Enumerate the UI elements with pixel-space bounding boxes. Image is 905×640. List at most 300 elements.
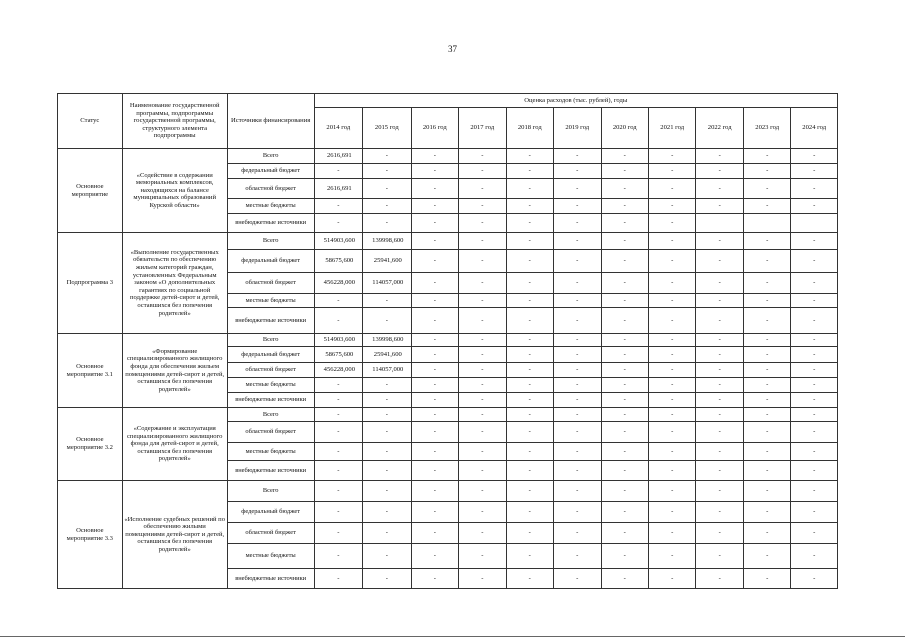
value-year-cell: - (554, 408, 601, 422)
funding-source-cell: Всего (227, 334, 314, 347)
value-year-cell: - (554, 164, 601, 179)
value-year-cell: - (743, 149, 790, 164)
value-year-cell: - (601, 378, 648, 393)
value-year-cell: - (648, 199, 695, 214)
table-row (58, 233, 838, 250)
value-year-cell: - (459, 334, 506, 347)
funding-source-cell: областной бюджет (227, 422, 314, 443)
funding-source-cell: областной бюджет (227, 363, 314, 378)
value-year-cell: - (411, 199, 458, 214)
value-year-cell: - (696, 481, 743, 502)
value-2014-cell: - (314, 393, 362, 408)
value-year-cell: - (554, 214, 601, 233)
value-year-cell: - (696, 443, 743, 461)
value-year-cell: - (601, 214, 648, 233)
value-year-cell: - (601, 481, 648, 502)
value-year-cell: - (411, 393, 458, 408)
value-year-cell: - (743, 179, 790, 199)
funding-source-cell: Всего (227, 233, 314, 250)
value-year-cell: - (791, 250, 838, 273)
value-year-cell: - (506, 461, 553, 481)
value-year-cell: - (506, 378, 553, 393)
value-year-cell: - (743, 393, 790, 408)
value-year-cell: - (648, 393, 695, 408)
value-year-cell: - (411, 523, 458, 544)
value-2014-cell: - (314, 214, 362, 233)
value-year-cell: - (506, 443, 553, 461)
status-cell: Основное мероприятие 3.2 (58, 408, 123, 481)
value-year-cell: - (601, 408, 648, 422)
value-year-cell: - (696, 363, 743, 378)
value-year-cell: - (459, 214, 506, 233)
value-year-cell: - (459, 164, 506, 179)
value-year-cell: - (506, 233, 553, 250)
value-year-cell: - (743, 408, 790, 422)
funding-source-cell: местные бюджеты (227, 294, 314, 308)
value-year-cell: - (459, 273, 506, 294)
status-cell: Основное мероприятие 3.1 (58, 334, 123, 408)
program-name-cell: «Формирование специализированного жилищного фонда для обеспечения жильем помещениями детей-сирот и детей, оставшихся без попечения родителей» (122, 334, 227, 408)
funding-source-cell: федеральный бюджет (227, 250, 314, 273)
value-year-cell: - (506, 308, 553, 334)
value-year-cell: - (791, 422, 838, 443)
value-year-cell: - (648, 378, 695, 393)
value-year-cell: - (601, 422, 648, 443)
funding-source-cell: местные бюджеты (227, 199, 314, 214)
value-year-cell: - (791, 502, 838, 523)
value-year-cell: - (459, 347, 506, 363)
status-cell: Основное мероприятие 3.3 (58, 481, 123, 589)
header-year: 2016 год (411, 108, 458, 149)
status-cell: Подпрограмма 3 (58, 233, 123, 334)
value-2015-cell: - (363, 164, 411, 179)
value-2015-cell: 139998,600 (363, 334, 411, 347)
funding-source-cell: внебюджетные источники (227, 214, 314, 233)
value-2014-cell: - (314, 569, 362, 589)
value-year-cell: - (696, 179, 743, 199)
value-2015-cell: 114057,000 (363, 363, 411, 378)
value-year-cell: - (743, 569, 790, 589)
value-year-cell: - (601, 149, 648, 164)
value-year-cell: - (696, 334, 743, 347)
value-2015-cell: 25941,600 (363, 347, 411, 363)
value-year-cell: - (506, 393, 553, 408)
value-year-cell: - (601, 294, 648, 308)
table-body (58, 149, 838, 589)
value-year-cell: - (554, 347, 601, 363)
value-year-cell: - (554, 523, 601, 544)
value-year-cell: - (459, 443, 506, 461)
value-year-cell: - (791, 363, 838, 378)
funding-source-cell: внебюджетные источники (227, 393, 314, 408)
value-year-cell: - (648, 523, 695, 544)
value-year-cell: - (696, 422, 743, 443)
value-year-cell: - (696, 233, 743, 250)
funding-source-cell: Всего (227, 149, 314, 164)
value-year-cell: - (601, 523, 648, 544)
value-2015-cell: - (363, 422, 411, 443)
value-year-cell: - (791, 523, 838, 544)
funding-source-cell: местные бюджеты (227, 443, 314, 461)
value-2014-cell: 58675,600 (314, 347, 362, 363)
value-year-cell: - (411, 179, 458, 199)
value-year-cell: - (743, 502, 790, 523)
value-2015-cell: - (363, 214, 411, 233)
table-row (58, 334, 838, 347)
value-2014-cell: 58675,600 (314, 250, 362, 273)
value-year-cell: - (554, 149, 601, 164)
value-year-cell: - (411, 273, 458, 294)
header-year: 2021 год (648, 108, 695, 149)
value-2014-cell: - (314, 502, 362, 523)
value-year-cell: - (411, 502, 458, 523)
funding-source-cell: областной бюджет (227, 273, 314, 294)
status-cell: Основное мероприятие (58, 149, 123, 233)
value-2015-cell: 25941,600 (363, 250, 411, 273)
value-2015-cell: - (363, 569, 411, 589)
value-year-cell: - (791, 164, 838, 179)
value-year-cell: - (696, 347, 743, 363)
value-year-cell: - (411, 233, 458, 250)
value-year-cell: - (601, 179, 648, 199)
value-year-cell: - (696, 250, 743, 273)
value-year-cell: - (648, 422, 695, 443)
value-year-cell: - (459, 422, 506, 443)
header-year: 2017 год (459, 108, 506, 149)
header-year: 2014 год (314, 108, 362, 149)
value-year-cell: - (743, 334, 790, 347)
value-year-cell: - (791, 408, 838, 422)
value-year-cell (696, 214, 743, 233)
value-year-cell: - (601, 347, 648, 363)
value-year-cell: - (696, 461, 743, 481)
value-2015-cell: - (363, 308, 411, 334)
value-year-cell: - (743, 461, 790, 481)
value-year-cell: - (506, 164, 553, 179)
value-year-cell: - (554, 393, 601, 408)
value-year-cell: - (601, 233, 648, 250)
value-year-cell: - (791, 393, 838, 408)
value-year-cell: - (791, 273, 838, 294)
value-year-cell: - (743, 422, 790, 443)
value-2014-cell: - (314, 378, 362, 393)
value-2015-cell: - (363, 294, 411, 308)
value-year-cell: - (459, 523, 506, 544)
value-2014-cell: 456228,000 (314, 363, 362, 378)
value-year-cell: - (506, 347, 553, 363)
value-2014-cell: - (314, 308, 362, 334)
value-year-cell: - (459, 544, 506, 569)
value-year-cell: - (696, 294, 743, 308)
value-year-cell: - (459, 502, 506, 523)
value-year-cell: - (601, 164, 648, 179)
funding-source-cell: внебюджетные источники (227, 569, 314, 589)
value-year-cell: - (506, 199, 553, 214)
value-year-cell: - (601, 393, 648, 408)
value-year-cell: - (459, 461, 506, 481)
value-year-cell: - (696, 273, 743, 294)
program-name-cell: «Выполнение государственных обязательств по обеспечению жильем категорий граждан, установленных Федеральным законом «О дополнительных гарантиях по социальной поддержке детей-сирот и детей, оставшихся без попечения родителей» (122, 233, 227, 334)
value-year-cell: - (601, 502, 648, 523)
value-year-cell: - (743, 164, 790, 179)
value-2015-cell: - (363, 461, 411, 481)
value-year-cell: - (459, 179, 506, 199)
program-name-cell: «Исполнение судебных решений по обеспечению жилыми помещениями детей-сирот и детей, оставшихся без попечения родителей» (122, 481, 227, 589)
value-2015-cell: - (363, 443, 411, 461)
value-year-cell: - (743, 294, 790, 308)
table-row (58, 408, 838, 422)
value-2014-cell: - (314, 199, 362, 214)
value-2014-cell: - (314, 461, 362, 481)
value-year-cell: - (411, 250, 458, 273)
value-year-cell: - (696, 199, 743, 214)
value-year-cell: - (411, 294, 458, 308)
value-2015-cell: - (363, 502, 411, 523)
value-year-cell (743, 214, 790, 233)
value-year-cell: - (459, 569, 506, 589)
value-year-cell: - (696, 544, 743, 569)
value-year-cell: - (743, 273, 790, 294)
value-year-cell: - (648, 461, 695, 481)
value-year-cell: - (554, 422, 601, 443)
table-row (58, 481, 838, 502)
table-row (58, 149, 838, 164)
funding-source-cell: областной бюджет (227, 523, 314, 544)
value-year-cell: - (648, 363, 695, 378)
value-year-cell: - (459, 199, 506, 214)
value-year-cell: - (648, 481, 695, 502)
value-year-cell: - (791, 199, 838, 214)
value-2014-cell: - (314, 408, 362, 422)
value-year-cell: - (648, 334, 695, 347)
value-year-cell: - (411, 308, 458, 334)
value-year-cell: - (791, 481, 838, 502)
value-2014-cell: - (314, 481, 362, 502)
value-year-cell: - (648, 149, 695, 164)
header-year: 2019 год (554, 108, 601, 149)
funding-source-cell: федеральный бюджет (227, 347, 314, 363)
value-2014-cell: 2616,691 (314, 149, 362, 164)
value-year-cell: - (506, 179, 553, 199)
value-year-cell: - (506, 481, 553, 502)
value-2014-cell: 514903,600 (314, 334, 362, 347)
value-year-cell: - (459, 149, 506, 164)
value-year-cell: - (506, 294, 553, 308)
funding-source-cell: федеральный бюджет (227, 502, 314, 523)
value-year-cell: - (791, 179, 838, 199)
funding-source-cell: внебюджетные источники (227, 461, 314, 481)
header-year: 2023 год (743, 108, 790, 149)
value-year-cell: - (411, 422, 458, 443)
value-year-cell: - (411, 408, 458, 422)
value-year-cell: - (554, 569, 601, 589)
value-year-cell: - (791, 233, 838, 250)
value-year-cell: - (554, 294, 601, 308)
value-year-cell: - (743, 347, 790, 363)
value-year-cell: - (554, 273, 601, 294)
value-year-cell: - (743, 378, 790, 393)
value-year-cell: - (459, 378, 506, 393)
value-year-cell: - (601, 461, 648, 481)
value-2014-cell: - (314, 422, 362, 443)
value-2015-cell: - (363, 544, 411, 569)
value-year-cell: - (601, 308, 648, 334)
value-2015-cell: - (363, 149, 411, 164)
value-year-cell: - (554, 461, 601, 481)
value-year-cell: - (601, 544, 648, 569)
funding-source-cell: местные бюджеты (227, 544, 314, 569)
value-year-cell: - (791, 294, 838, 308)
value-year-cell: - (506, 523, 553, 544)
header-year: 2018 год (506, 108, 553, 149)
budget-table (57, 93, 838, 589)
funding-source-cell: Всего (227, 408, 314, 422)
value-2014-cell: - (314, 164, 362, 179)
value-year-cell: - (743, 523, 790, 544)
funding-source-cell: местные бюджеты (227, 378, 314, 393)
header-year: 2024 год (791, 108, 838, 149)
value-year-cell: - (506, 544, 553, 569)
value-year-cell: - (411, 214, 458, 233)
value-year-cell: - (743, 544, 790, 569)
value-year-cell: - (459, 393, 506, 408)
value-year-cell: - (791, 334, 838, 347)
value-year-cell: - (601, 273, 648, 294)
value-2015-cell: - (363, 179, 411, 199)
value-year-cell: - (554, 233, 601, 250)
value-2014-cell: - (314, 443, 362, 461)
value-2015-cell: - (363, 408, 411, 422)
value-year-cell: - (506, 569, 553, 589)
value-year-cell: - (554, 502, 601, 523)
value-year-cell: - (554, 378, 601, 393)
value-year-cell: - (506, 334, 553, 347)
value-year-cell: - (791, 149, 838, 164)
value-year-cell: - (506, 422, 553, 443)
value-year-cell: - (696, 308, 743, 334)
value-year-cell: - (411, 481, 458, 502)
value-2015-cell: - (363, 523, 411, 544)
value-year-cell: - (506, 502, 553, 523)
value-year-cell: - (411, 443, 458, 461)
value-year-cell: - (648, 308, 695, 334)
value-year-cell: - (648, 233, 695, 250)
funding-source-cell: областной бюджет (227, 179, 314, 199)
value-year-cell: - (696, 502, 743, 523)
value-year-cell: - (411, 363, 458, 378)
value-year-cell: - (791, 443, 838, 461)
page-bottom-line (0, 636, 905, 637)
value-year-cell: - (648, 347, 695, 363)
value-year-cell: - (743, 443, 790, 461)
value-year-cell: - (648, 164, 695, 179)
value-year-cell: - (743, 308, 790, 334)
value-year-cell: - (696, 149, 743, 164)
value-year-cell: - (791, 378, 838, 393)
value-year-cell: - (791, 569, 838, 589)
value-2015-cell: 114057,000 (363, 273, 411, 294)
value-2015-cell: - (363, 481, 411, 502)
value-year-cell: - (791, 544, 838, 569)
value-year-cell: - (696, 569, 743, 589)
value-2014-cell: 456228,000 (314, 273, 362, 294)
value-year-cell: - (411, 347, 458, 363)
value-year-cell: - (554, 179, 601, 199)
value-year-cell: - (506, 273, 553, 294)
funding-source-cell: внебюджетные источники (227, 308, 314, 334)
value-year-cell: - (601, 363, 648, 378)
value-year-cell: - (459, 233, 506, 250)
value-2014-cell: 2616,691 (314, 179, 362, 199)
value-year-cell: - (601, 334, 648, 347)
value-year-cell: - (601, 443, 648, 461)
value-year-cell: - (696, 378, 743, 393)
value-year-cell: - (506, 363, 553, 378)
value-year-cell: - (648, 250, 695, 273)
value-year-cell: - (411, 149, 458, 164)
table-header (58, 94, 838, 149)
value-2014-cell: - (314, 523, 362, 544)
value-year-cell: - (696, 393, 743, 408)
value-year-cell: - (411, 164, 458, 179)
value-year-cell: - (459, 308, 506, 334)
value-year-cell: - (554, 308, 601, 334)
value-year-cell: - (411, 334, 458, 347)
program-name-cell: «Содействие в содержании мемориальных комплексов, находящихся на балансе муниципальных образований Курской области» (122, 149, 227, 233)
value-year-cell: - (743, 363, 790, 378)
value-2015-cell: 139998,600 (363, 233, 411, 250)
value-year-cell: - (506, 408, 553, 422)
value-year-cell: - (506, 214, 553, 233)
header-year: 2020 год (601, 108, 648, 149)
value-2015-cell: - (363, 378, 411, 393)
value-year-cell: - (791, 347, 838, 363)
value-year-cell: - (554, 363, 601, 378)
value-year-cell: - (459, 250, 506, 273)
value-year-cell: - (411, 569, 458, 589)
value-year-cell: - (648, 273, 695, 294)
value-year-cell: - (459, 294, 506, 308)
value-year-cell: - (601, 250, 648, 273)
value-year-cell: - (506, 250, 553, 273)
value-year-cell: - (743, 199, 790, 214)
value-2015-cell: - (363, 393, 411, 408)
value-year-cell: - (648, 569, 695, 589)
value-year-cell: - (791, 461, 838, 481)
header-year: 2022 год (696, 108, 743, 149)
value-year-cell: - (459, 408, 506, 422)
value-year-cell: - (554, 334, 601, 347)
value-year-cell: - (554, 443, 601, 461)
value-year-cell: - (696, 164, 743, 179)
value-year-cell: - (601, 199, 648, 214)
value-2014-cell: - (314, 544, 362, 569)
value-year-cell (791, 214, 838, 233)
value-year-cell: - (506, 149, 553, 164)
program-name-cell: «Содержание и эксплуатация специализированного жилищного фонда для детей-сирот и детей, оставшихся без попечения родителей» (122, 408, 227, 481)
funding-source-cell: федеральный бюджет (227, 164, 314, 179)
value-2015-cell: - (363, 199, 411, 214)
value-year-cell: - (648, 443, 695, 461)
value-year-cell: - (743, 233, 790, 250)
value-year-cell: - (791, 308, 838, 334)
value-year-cell: - (696, 523, 743, 544)
header-name: Наименование государственной программы, подпрограммы государственной программы, структурного элемента подпрограммы (122, 94, 227, 149)
value-year-cell: - (411, 461, 458, 481)
value-year-cell: - (648, 214, 695, 233)
value-year-cell: - (648, 408, 695, 422)
value-year-cell: - (743, 481, 790, 502)
